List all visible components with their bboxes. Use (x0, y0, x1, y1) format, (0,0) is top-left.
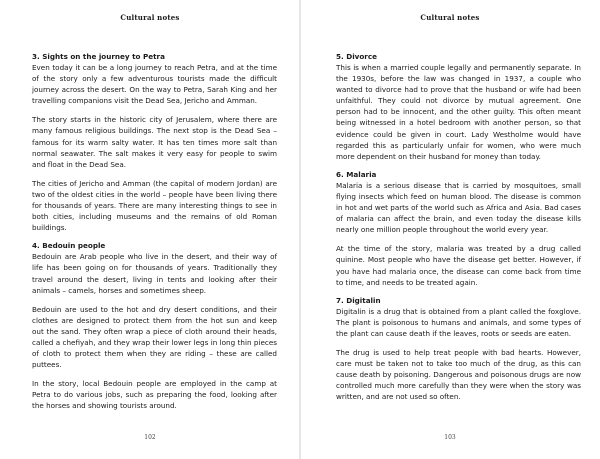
paragraph: Bedouin are Arab people who live in the desert, and their way of life has been going on for thousands of years. Traditionally they travel around the desert, living in tents and looking after their animals – camels, horses and sometimes sheep. (32, 252, 277, 295)
page-number: 103 (444, 434, 456, 441)
paragraph: The cities of Jericho and Amman (the capital of modern Jordan) are two of the oldest cities in the world – people have been living there for thousands of years. There are many interesting things to see in both cities, including museums and the remains of old Roman buildings. (32, 178, 277, 233)
running-head: Cultural notes (120, 13, 180, 22)
section-title: 7. Digitalin (336, 295, 381, 305)
left-page-content (32, 52, 277, 420)
section-title: 6. Malaria (336, 169, 377, 179)
paragraph: Digitalin is a drug that is obtained from a plant called the foxglove. The plant is poisonous to humans and animals, and some types of the plant can cause death if the leaves, roots or seeds are eaten. (336, 306, 581, 338)
paragraph: The story starts in the historic city of Jerusalem, where there are many famous religious buildings. The next stop is the Dead Sea – famous for its warm salty water. It has ten times more salt than normal seawater. The salt makes it very easy for people to swim and float in the Dead Sea. (32, 115, 277, 169)
paragraph: This is when a married couple legally and permanently separate. In the 1930s, before the law was changed in 1937, a couple who wanted to divorce had to prove that the husband or wife had been unfaithful. They could not divorce by mutual agreement. One person had to be innocent, and the other guilty. This often meant being witnessed in a hotel bedroom with another person, so that evidence could be given in court. Lady Westholme would have regarded this as particularly unfair for women, who were much more dependent on their husband for money than today. (336, 63, 581, 161)
paragraph: At the time of the story, malaria was treated by a drug called quinine. Most people who have the disease get better. However, if you have had malaria once, the disease can come back from time to time, and needs to be treated again. (336, 244, 581, 287)
paragraph: The drug is used to help treat people with bad hearts. However, care must be taken not to take too much of the drug, as this can cause death by poisoning. Dangerous and poisonous drugs are now controlled much more carefully than they were when the story was written, and are not used so often. (336, 347, 581, 402)
paragraph: Even today it can be a long journey to reach Petra, and at the time of the story only a few adventurous tourists made the difficult journey across the desert. On the way to Petra, Sarah King and her travelling companions visit the Dead Sea, Jericho and Amman. (32, 63, 277, 106)
section-title: 3. Sights on the journey to Petra (32, 52, 165, 61)
right-page-content (336, 52, 581, 410)
paragraph: Bedouin are used to the hot and dry desert conditions, and their clothes are designed to protect them from the hot sun and keep out the sand. They often wrap a piece of cloth around their heads, called a chefiyah, and they wrap their lower legs in long thin pieces of cloth to protect them when they are riding – these are called puttees. (32, 304, 277, 370)
paragraph: In the story, local Bedouin people are employed in the camp at Petra to do various jobs, such as preparing the food, looking after the horses and showing tourists around. (32, 379, 277, 411)
right-page (300, 0, 600, 459)
paragraph: Malaria is a serious disease that is carried by mosquitoes, small flying insects which feed on human blood. The disease is common in hot and wet parts of the world such as Africa and Asia. Bad cases of malaria can affect the brain, and even today the disease kills nearly one million people throughout the world every year. (336, 180, 581, 235)
running-head: Cultural notes (420, 13, 480, 22)
page-number: 102 (144, 434, 156, 441)
section-title: 4. Bedouin people (32, 241, 106, 251)
section-title: 5. Divorce (336, 52, 377, 61)
